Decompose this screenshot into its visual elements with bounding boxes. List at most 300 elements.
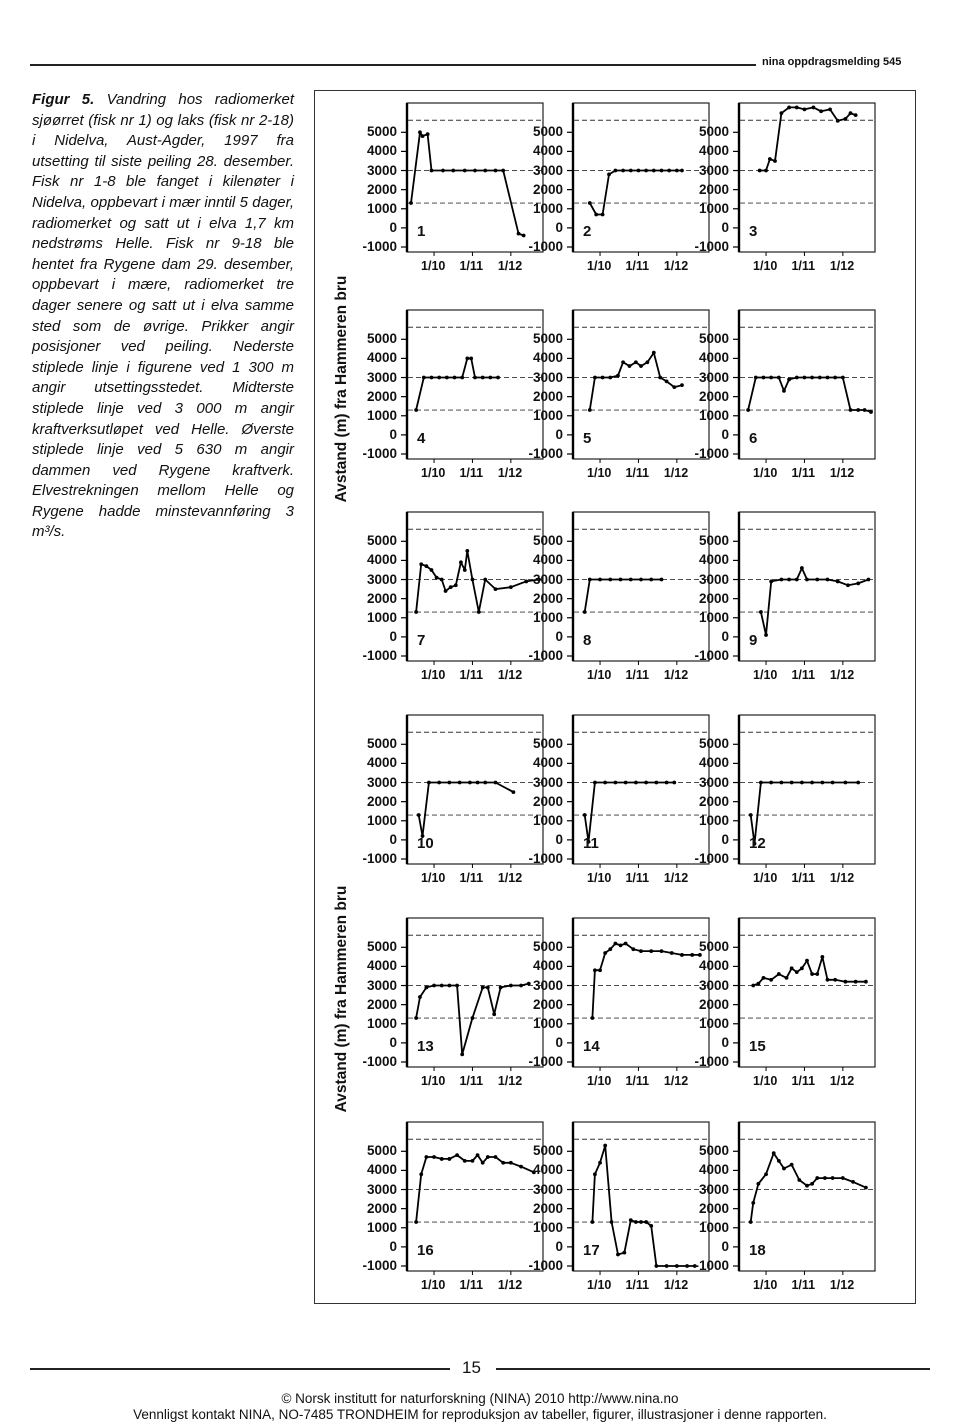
panel-11-ytick-label: 5000	[532, 736, 563, 752]
panel-17-position-point	[590, 1220, 594, 1224]
panel-2-position-point	[621, 169, 625, 173]
panel-3-position-point	[812, 106, 816, 110]
panel-5-ytick-label: -1000	[528, 446, 563, 461]
panel-4-ytick-label: 1000	[366, 407, 397, 423]
panel-5-position-point	[652, 351, 656, 355]
panel-11-position-point	[654, 781, 658, 785]
panel-12-xtick-label: 1/10	[753, 871, 778, 885]
panel-16-fish-number: 16	[417, 1242, 434, 1259]
panel-9-ytick-label: 5000	[698, 533, 729, 549]
panel-10-position-point	[448, 781, 452, 785]
panel-15-position-point	[854, 980, 858, 984]
panel-6-position-point	[810, 376, 814, 380]
panel-14-ytick-label: -1000	[528, 1054, 563, 1069]
panel-9-fish-number: 9	[749, 632, 758, 649]
panel-11-position-point	[644, 781, 648, 785]
page-rule-right	[496, 1368, 930, 1370]
panel-15-position-point	[826, 978, 830, 982]
panel-17-position-point	[644, 1220, 648, 1224]
panel-8-position-point	[608, 578, 612, 582]
panel-9-ytick-label: 2000	[698, 590, 729, 606]
panel-15-ytick-label: 5000	[698, 939, 729, 955]
panel-9-position-point	[787, 578, 791, 582]
panel-5-ytick-label: 5000	[532, 331, 563, 347]
footer-reproduction-note: Vennligst kontakt NINA, NO-7485 TRONDHEIM for reproduksjon av tabeller, figurer, illustrasjoner i denne rapporten.	[133, 1407, 827, 1422]
panel-2-ytick-label: 2000	[532, 181, 563, 197]
panel-6-position-point	[833, 376, 837, 380]
panel-18-position-point	[764, 1172, 768, 1176]
panel-6-ytick-label: 3000	[698, 369, 729, 385]
panel-14-position-point	[649, 949, 653, 953]
panel-18-position-point	[797, 1178, 801, 1182]
panel-1-ytick-label: -1000	[362, 239, 397, 254]
panel-11-position-point	[603, 781, 607, 785]
panel-17-ytick-label: 3000	[532, 1181, 563, 1197]
panel-1-xtick-label: 1/10	[421, 259, 446, 273]
panel-6-position-point	[818, 376, 822, 380]
panel-1-ytick-label: 4000	[366, 143, 397, 159]
panel-7-position-point	[463, 568, 467, 572]
panel-17-xtick-label: 1/12	[663, 1278, 689, 1292]
panel-9-position-point	[846, 583, 850, 587]
panel-14-position-point	[593, 968, 597, 972]
panel-5-xtick-label: 1/11	[625, 466, 650, 480]
panel-13-ytick-label: 5000	[366, 939, 397, 955]
panel-3-position-point	[764, 169, 768, 173]
panel-12-position-point	[856, 781, 860, 785]
panel-13-ytick-label: 4000	[366, 958, 397, 974]
panel-3-ytick-label: -1000	[694, 239, 729, 254]
panel-7-xtick-label: 1/12	[497, 668, 523, 682]
panel-8-fish-number: 8	[583, 632, 592, 649]
panel-8-position-point	[619, 578, 623, 582]
panel-16-xtick-label: 1/10	[421, 1278, 446, 1292]
panel-9-xtick-label: 1/12	[829, 668, 855, 682]
panel-14-position-point	[614, 942, 618, 946]
panel-9-ytick-label: 1000	[698, 609, 729, 625]
panel-6-border	[739, 310, 875, 459]
panel-3-position-point	[828, 107, 832, 111]
panel-9-position-point	[800, 566, 804, 570]
panel-3-position-point	[844, 117, 848, 121]
panel-7-ytick-label: 0	[389, 628, 397, 644]
panel-15-position-point	[833, 978, 837, 982]
panel-15-ytick-label: 1000	[698, 1015, 729, 1031]
panel-8-position-point	[588, 578, 592, 582]
panel-3-ytick-label: 1000	[698, 200, 729, 216]
panel-13-ytick-label: 1000	[366, 1015, 397, 1031]
panel-12-position-point	[769, 781, 773, 785]
panel-3-position-point	[773, 159, 777, 163]
panel-15-ytick-label: 3000	[698, 977, 729, 993]
panel-16-position-point	[463, 1159, 467, 1163]
panel-9-position-point	[836, 580, 840, 584]
panel-10-ytick-label: 5000	[366, 736, 397, 752]
panel-9-ytick-label: 3000	[698, 571, 729, 587]
panel-5-ytick-label: 1000	[532, 407, 563, 423]
panel-15-position-point	[777, 972, 781, 976]
panel-2-ytick-label: 0	[555, 219, 563, 235]
page-number: 15	[462, 1358, 481, 1377]
panel-16-ytick-label: 3000	[366, 1181, 397, 1197]
panel-8-position-point	[583, 610, 587, 614]
panel-3-xtick-label: 1/10	[753, 259, 778, 273]
panel-4-position-point	[445, 376, 449, 380]
panel-14-ytick-label: 1000	[532, 1015, 563, 1031]
panel-10-position-point	[476, 781, 480, 785]
panel-10-ytick-label: 0	[389, 831, 397, 847]
panel-12-position-point	[820, 781, 824, 785]
panel-12-ytick-label: 4000	[698, 755, 729, 771]
panel-14-position-point	[631, 947, 635, 951]
panel-13-xtick-label: 1/10	[421, 1074, 446, 1088]
panel-17-fish-number: 17	[583, 1242, 600, 1259]
panel-7-xtick-label: 1/10	[421, 668, 446, 682]
panel-13-ytick-label: -1000	[362, 1054, 397, 1069]
panel-11-position-point	[624, 781, 628, 785]
panel-1-ytick-label: 3000	[366, 162, 397, 178]
panel-11-ytick-label: 1000	[532, 812, 563, 828]
panel-14-xtick-label: 1/12	[663, 1074, 689, 1088]
panel-2-position-point	[644, 169, 648, 173]
panel-4-fish-number: 4	[417, 430, 426, 447]
panel-4-xtick-label: 1/12	[497, 466, 523, 480]
panel-1-position-point	[426, 132, 430, 136]
panel-18-ytick-label: -1000	[694, 1258, 729, 1273]
panel-12-ytick-label: 3000	[698, 774, 729, 790]
panel-15-position-point	[864, 980, 868, 984]
panel-8-position-point	[649, 578, 653, 582]
panel-1-position-point	[483, 169, 487, 173]
panel-3-ytick-label: 2000	[698, 181, 729, 197]
panel-6-ytick-label: 5000	[698, 331, 729, 347]
panel-1-position-point	[418, 130, 422, 134]
panel-15-xtick-label: 1/10	[753, 1074, 778, 1088]
panel-13-position-point	[432, 984, 436, 988]
panel-5-position-point	[608, 376, 612, 380]
panel-16-position-point	[481, 1161, 485, 1165]
panel-2-position-point	[588, 201, 592, 205]
panel-8-xtick-label: 1/12	[663, 668, 689, 682]
panel-12-fish-number: 12	[749, 835, 766, 852]
panel-6-ytick-label: 4000	[698, 350, 729, 366]
panel-1-position-point	[463, 169, 467, 173]
panel-18-position-point	[851, 1180, 855, 1184]
panel-18-position-point	[864, 1186, 868, 1190]
panel-1-ytick-label: 1000	[366, 200, 397, 216]
panel-18-xtick-label: 1/11	[791, 1278, 816, 1292]
panel-15-ytick-label: 2000	[698, 996, 729, 1012]
panel-12-ytick-label: 5000	[698, 736, 729, 752]
panel-1-ytick-label: 0	[389, 219, 397, 235]
panel-14-position-point	[590, 1016, 594, 1020]
panel-10-ytick-label: 3000	[366, 774, 397, 790]
panel-2-position-point	[601, 213, 605, 217]
panel-3-position-point	[836, 119, 840, 123]
panel-4-position-point	[481, 376, 485, 380]
panel-2-xtick-label: 1/11	[625, 259, 650, 273]
panel-17-position-point	[610, 1220, 614, 1224]
panel-12-position-point	[844, 781, 848, 785]
panel-13-position-point	[455, 984, 459, 988]
panel-17-xtick-label: 1/11	[625, 1278, 650, 1292]
panel-2-position-point	[637, 169, 641, 173]
panel-2-ytick-label: 5000	[532, 124, 563, 140]
panel-4-position-point	[422, 376, 426, 380]
panel-9-position-point	[780, 578, 784, 582]
panel-4-position-point	[453, 376, 457, 380]
panel-15-position-point	[805, 959, 809, 963]
panel-14-position-point	[619, 943, 623, 947]
panel-14-ytick-label: 4000	[532, 958, 563, 974]
panel-1-position-point	[441, 169, 445, 173]
panel-11-xtick-label: 1/12	[663, 871, 689, 885]
panel-16-ytick-label: 0	[389, 1238, 397, 1254]
panel-9-position-point	[769, 580, 773, 584]
panel-1-position-point	[409, 201, 413, 205]
panel-7-ytick-label: 3000	[366, 571, 397, 587]
panel-17-ytick-label: 2000	[532, 1200, 563, 1216]
panel-3-position-point	[787, 106, 791, 110]
panel-16-position-point	[486, 1155, 490, 1159]
panel-15-fish-number: 15	[749, 1038, 766, 1055]
panel-6-ytick-label: 2000	[698, 388, 729, 404]
panel-3-plot	[739, 97, 875, 252]
panel-2-position-point	[607, 172, 611, 176]
panel-15-position-point	[756, 982, 760, 986]
panel-6-position-point	[795, 376, 799, 380]
panel-17-position-point	[598, 1161, 602, 1165]
panel-17-ytick-label: 5000	[532, 1143, 563, 1159]
panel-2-ytick-label: 1000	[532, 200, 563, 216]
panel-8-ytick-label: 1000	[532, 609, 563, 625]
panel-2-position-point	[594, 213, 598, 217]
panel-11-ytick-label: 3000	[532, 774, 563, 790]
panel-18-position-point	[782, 1167, 786, 1171]
panel-18-position-point	[749, 1220, 753, 1224]
panel-5-position-point	[621, 360, 625, 364]
panel-13-position-point	[486, 986, 490, 990]
panel-9-ytick-label: -1000	[694, 648, 729, 663]
panel-1-position-point	[421, 134, 425, 138]
figure-number: Figur 5.	[32, 91, 95, 108]
panel-16-ytick-label: 1000	[366, 1219, 397, 1235]
panel-8-ytick-label: 4000	[532, 552, 563, 568]
panel-9-position-point	[856, 581, 860, 585]
panel-18-track	[751, 1153, 866, 1222]
panel-9-position-point	[759, 610, 763, 614]
panel-12-position-point	[831, 781, 835, 785]
panel-9-track	[761, 568, 869, 635]
panel-11-xtick-label: 1/11	[625, 871, 650, 885]
panel-1-xtick-label: 1/11	[459, 259, 484, 273]
panel-2-xtick-label: 1/10	[587, 259, 612, 273]
panel-18-ytick-label: 5000	[698, 1143, 729, 1159]
panel-4-ytick-label: 3000	[366, 369, 397, 385]
panel-7-position-point	[471, 578, 475, 582]
panel-1-fish-number: 1	[417, 223, 426, 240]
panel-15-ytick-label: -1000	[694, 1054, 729, 1069]
figure-caption	[32, 90, 294, 543]
panel-16-ytick-label: 2000	[366, 1200, 397, 1216]
panel-7-position-point	[414, 610, 418, 614]
panel-15-position-point	[820, 955, 824, 959]
panel-6-track	[748, 378, 871, 412]
panel-11-position-point	[583, 813, 587, 817]
panel-6-xtick-label: 1/10	[753, 466, 778, 480]
panel-12-ytick-label: 0	[721, 831, 729, 847]
header-rule	[30, 64, 756, 66]
panel-7-fish-number: 7	[417, 632, 426, 649]
panel-16-position-point	[432, 1155, 436, 1159]
panel-3-ytick-label: 3000	[698, 162, 729, 178]
panel-7-position-point	[449, 585, 453, 589]
panel-11-position-point	[614, 781, 618, 785]
panel-7-position-point	[435, 576, 439, 580]
panel-13-ytick-label: 0	[389, 1034, 397, 1050]
panel-10-fish-number: 10	[417, 835, 434, 852]
panel-4-track	[416, 358, 498, 410]
panel-16-position-point	[440, 1157, 444, 1161]
panel-17-position-point	[603, 1144, 607, 1148]
panel-10-position-point	[427, 781, 431, 785]
panel-18-position-point	[772, 1151, 776, 1155]
panel-6-position-point	[777, 376, 781, 380]
panel-3-fish-number: 3	[749, 223, 758, 240]
panel-11-ytick-label: 0	[555, 831, 563, 847]
panel-18-position-point	[823, 1176, 827, 1180]
panel-8-position-point	[639, 578, 643, 582]
panel-6-ytick-label: -1000	[694, 446, 729, 461]
panel-6-fish-number: 6	[749, 430, 758, 447]
panel-18-xtick-label: 1/10	[753, 1278, 778, 1292]
panel-4-ytick-label: -1000	[362, 446, 397, 461]
panel-18-position-point	[815, 1176, 819, 1180]
panel-4-position-point	[469, 357, 473, 361]
caption-text: Vandring hos radiomerket sjøørret (fisk nr 1) og laks (fisk nr 2-18) i Nidelva, Aust-Agder, 1997 fra utsetting til siste peiling 28. desember. Fisk nr 1-8 ble fanget i kilenøter i Nidelva, oppbevart i mær inntil 5 dager, radiomerket og satt ut i elva 1,7 km nedstrøms Helle. Fisk nr 9-18 ble hentet fra Rygene dam 29. desember, oppbevart i mære, radiomerket tre dager senere og satt ut i elva samme sted som de øvrige. Prikker angir posisjoner ved peiling. Nederste stiplede linje i figurene ved 1 300 m angir utsettingsstedet. Midterste stiplede linje ved 3 000 m angir kraftverksutløpet ved Helle. Øverste stiplede linje ved 5 630 m angir dammen ved Rygene kraftverk. Elvestrekningen mellom Helle og Rygene hadde minstevannføring 3 m³/s.	[32, 91, 295, 541]
footer-copyright: © Norsk institutt for naturforskning (NINA) 2010 http://www.nina.no	[281, 1391, 679, 1406]
panel-16-ytick-label: 4000	[366, 1162, 397, 1178]
panel-15-position-point	[800, 966, 804, 970]
panel-17-position-point	[649, 1224, 653, 1228]
panel-6-position-point	[826, 376, 830, 380]
panel-17-position-point	[616, 1253, 620, 1257]
panel-18-position-point	[777, 1159, 781, 1163]
page-rule-left	[30, 1368, 450, 1370]
panel-15-position-point	[785, 976, 789, 980]
panel-15-position-point	[795, 970, 799, 974]
panel-5-position-point	[588, 408, 592, 412]
panel-4-xtick-label: 1/10	[421, 466, 446, 480]
panel-13-xtick-label: 1/11	[459, 1074, 484, 1088]
panel-5-xtick-label: 1/12	[663, 466, 689, 480]
panel-8-position-point	[598, 578, 602, 582]
panel-5-position-point	[639, 364, 643, 368]
panel-3-position-point	[819, 109, 823, 113]
panel-2-fish-number: 2	[583, 223, 592, 240]
panel-4-position-point	[473, 376, 477, 380]
panel-7-ytick-label: -1000	[362, 648, 397, 663]
panel-6-plot	[739, 304, 875, 459]
panel-2-xtick-label: 1/12	[663, 259, 689, 273]
panel-15-xtick-label: 1/11	[791, 1074, 816, 1088]
panel-16-position-point	[424, 1155, 428, 1159]
panel-2-ytick-label: 4000	[532, 143, 563, 159]
panel-3-position-point	[849, 111, 853, 115]
panel-3-ytick-label: 4000	[698, 143, 729, 159]
panel-17-position-point	[654, 1264, 658, 1268]
panel-15-position-point	[790, 966, 794, 970]
panel-16-position-point	[455, 1153, 459, 1157]
panel-17-ytick-label: 4000	[532, 1162, 563, 1178]
panel-6-position-point	[856, 408, 860, 412]
panel-12-position-point	[800, 781, 804, 785]
panel-11-ytick-label: -1000	[528, 851, 563, 866]
panel-6-xtick-label: 1/11	[791, 466, 816, 480]
panel-18-position-point	[831, 1176, 835, 1180]
panel-14-xtick-label: 1/11	[625, 1074, 650, 1088]
panel-18-position-point	[751, 1201, 755, 1205]
panel-7-position-point	[419, 562, 423, 566]
panel-1-position-point	[451, 169, 455, 173]
panel-2-position-point	[652, 169, 656, 173]
y-axis-label-upper: Avstand (m) fra Hammeren bru	[333, 275, 350, 503]
panel-6-position-point	[754, 376, 758, 380]
panel-9-ytick-label: 0	[721, 628, 729, 644]
panel-5-ytick-label: 4000	[532, 350, 563, 366]
panel-5-position-point	[616, 374, 620, 378]
panel-15-position-point	[815, 972, 819, 976]
panel-11-position-point	[593, 781, 597, 785]
panel-4-position-point	[430, 376, 434, 380]
panel-14-position-point	[603, 951, 607, 955]
panel-15-ytick-label: 0	[721, 1034, 729, 1050]
panel-12-position-point	[790, 781, 794, 785]
panel-15-position-point	[844, 980, 848, 984]
panel-4-ytick-label: 0	[389, 426, 397, 442]
panel-5-position-point	[646, 360, 650, 364]
panel-11-fish-number: 11	[583, 835, 599, 852]
panel-13-position-point	[418, 995, 422, 999]
panel-7-position-point	[430, 568, 434, 572]
panel-6-position-point	[746, 408, 750, 412]
panel-1-position-point	[473, 169, 477, 173]
panel-13-position-point	[440, 984, 444, 988]
panel-2-position-point	[614, 169, 618, 173]
panel-11-ytick-label: 4000	[532, 755, 563, 771]
panel-7-position-point	[465, 549, 469, 553]
panel-18-fish-number: 18	[749, 1242, 766, 1259]
panel-11-xtick-label: 1/10	[587, 871, 612, 885]
panel-18-position-point	[810, 1182, 814, 1186]
panel-3-ytick-label: 5000	[698, 124, 729, 140]
panel-18-ytick-label: 1000	[698, 1219, 729, 1235]
panel-9-position-point	[764, 633, 768, 637]
panel-10-ytick-label: 1000	[366, 812, 397, 828]
panel-9-position-point	[815, 578, 819, 582]
panel-14-position-point	[598, 968, 602, 972]
panel-8-ytick-label: 2000	[532, 590, 563, 606]
panel-14-position-point	[608, 947, 612, 951]
panel-7-ytick-label: 5000	[366, 533, 397, 549]
panel-1-ytick-label: 5000	[366, 124, 397, 140]
panel-9-position-point	[826, 578, 830, 582]
panel-4-position-point	[414, 408, 418, 412]
panel-10-ytick-label: 4000	[366, 755, 397, 771]
panel-10-xtick-label: 1/11	[459, 871, 484, 885]
panel-7-position-point	[424, 564, 428, 568]
panel-18-position-point	[756, 1182, 760, 1186]
